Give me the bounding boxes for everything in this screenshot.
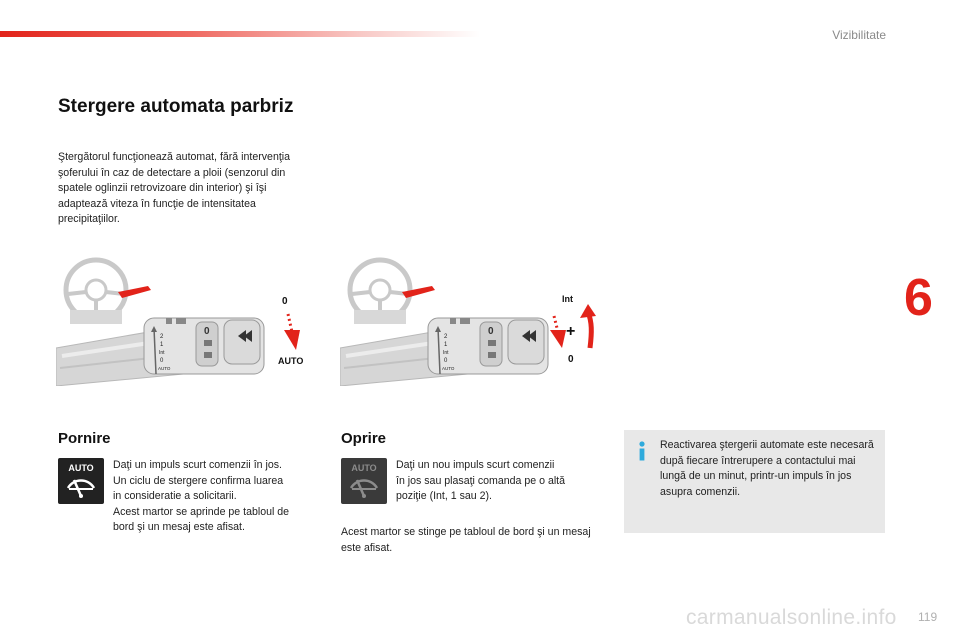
pornire-line: bord şi un mesaj este afisat. xyxy=(113,521,245,534)
pornire-heading: Pornire xyxy=(58,430,111,447)
stalk-label-auto: AUTO xyxy=(442,366,455,371)
pornire-line: in consideratie a solicitarii. xyxy=(113,490,237,503)
page-number: 119 xyxy=(918,610,938,624)
auto-icon-label: AUTO xyxy=(351,463,377,473)
pornire-line: Daţi un impuls scurt comenzii în jos. xyxy=(113,459,282,471)
position-label-top: Int xyxy=(562,294,573,304)
steering-wheel-icon xyxy=(66,260,126,324)
stalk-label-1: 1 xyxy=(444,342,448,348)
stalk-ring-0: 0 xyxy=(204,326,210,337)
pornire-line: Acest martor se aprinde pe tabloul de xyxy=(113,505,290,518)
page-title: Stergere automata parbriz xyxy=(58,96,294,117)
stalk-label-int: Int xyxy=(443,350,449,356)
stalk-label-1: 1 xyxy=(160,342,164,348)
top-accent-bar xyxy=(0,31,480,37)
stalk-label-auto: AUTO xyxy=(158,366,171,371)
illustration-deactivation xyxy=(340,252,610,386)
pornire-text xyxy=(113,458,289,536)
auto-wiper-off-icon xyxy=(341,458,387,504)
info-box xyxy=(624,430,885,533)
oprire-line: Daţi un nou impuls scurt comenzii xyxy=(396,459,555,471)
stalk-ring-0: 0 xyxy=(488,326,494,337)
oprire-heading: Oprire xyxy=(341,430,387,447)
auto-wiper-on-icon xyxy=(58,458,104,504)
arrow-down-icon xyxy=(284,314,300,350)
position-label-bottom: AUTO xyxy=(278,356,304,366)
stalk-label-2: 2 xyxy=(160,334,164,340)
stalk-label-0: 0 xyxy=(444,358,448,364)
arrow-down-icon xyxy=(550,316,566,348)
arrow-up-icon xyxy=(580,304,596,348)
position-label-bottom: 0 xyxy=(568,354,574,365)
oprire-note: Acest martor se stinge pe tabloul de bord şi un mesaj este afisat. xyxy=(341,526,591,554)
auto-icon-label: AUTO xyxy=(68,463,94,473)
stalk-label-int: Int xyxy=(159,350,165,356)
plus-label: + xyxy=(566,323,576,340)
info-text: Reactivarea ştergerii automate este necesară după fiecare întrerupere a contactului mai lungă de un minut, printr-un impuls în jos asupra comenzii. xyxy=(660,439,874,498)
steering-wheel-icon xyxy=(350,260,410,324)
section-label: Vizibilitate xyxy=(832,28,886,42)
oprire-text xyxy=(396,458,565,505)
oprire-line: poziţie (Int, 1 sau 2). xyxy=(396,490,492,503)
watermark: carmanualsonline.info xyxy=(686,606,897,629)
illustration-activation xyxy=(56,252,326,386)
stalk-label-2: 2 xyxy=(444,334,448,340)
stalk-label-0: 0 xyxy=(160,358,164,364)
oprire-line: în jos sau plasaţi comanda pe o altă xyxy=(396,474,566,487)
info-icon xyxy=(632,440,652,462)
intro-paragraph: Ştergătorul funcţionează automat, fără intervenţia şoferului în caz de detectare a ploii (senzorul din spatele oglinzii retrovizoare din interior) şi îşi adaptează viteza în funcţie de intensitatea precipitaţiilor. xyxy=(58,151,291,226)
position-label-top: 0 xyxy=(282,296,288,307)
pornire-line: Un ciclu de stergere confirma luarea xyxy=(113,474,284,487)
chapter-number: 6 xyxy=(904,269,933,327)
